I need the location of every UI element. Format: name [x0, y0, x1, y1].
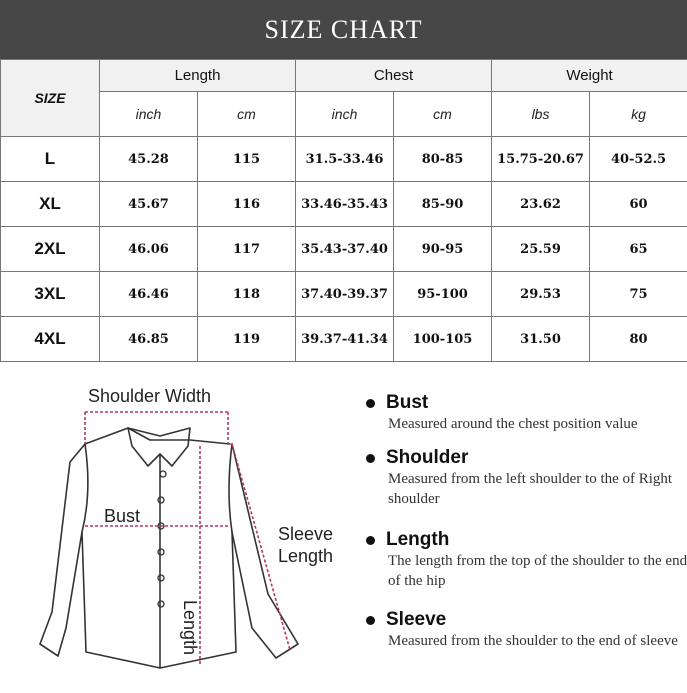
- length-group-header: Length: [100, 60, 296, 92]
- table-row: [1, 272, 687, 317]
- table-cell: 37.40-39.37: [296, 272, 394, 317]
- sleeve-length-label: Length: [278, 546, 334, 566]
- unit-header: inch: [296, 92, 394, 137]
- button-icon: [158, 575, 164, 581]
- table-cell: 80: [590, 317, 687, 362]
- table-cell: 25.59: [492, 227, 590, 272]
- table-cell: 60: [590, 182, 687, 227]
- size-column-header: SIZE: [1, 60, 100, 137]
- table-cell: 15.75-20.67: [492, 137, 590, 182]
- unit-header: kg: [590, 92, 687, 137]
- size-cell: XL: [1, 182, 100, 227]
- sleeve-label: Sleeve: [278, 524, 334, 544]
- button-icon: [158, 601, 164, 607]
- legend-title: Length: [386, 529, 450, 550]
- weight-group-header: Weight: [492, 60, 687, 92]
- table-cell: 33.46-35.43: [296, 182, 394, 227]
- size-cell: L: [1, 137, 100, 182]
- header-bar: [0, 0, 687, 59]
- table-cell: 118: [198, 272, 296, 317]
- bullet-icon: [366, 616, 375, 625]
- bullet-icon: [366, 399, 375, 408]
- unit-header: cm: [198, 92, 296, 137]
- table-cell: 46.06: [100, 227, 198, 272]
- table-cell: 29.53: [492, 272, 590, 317]
- legend-desc: Measured from the left shoulder to the of Right shoulder: [388, 471, 673, 507]
- table-cell: 80-85: [394, 137, 492, 182]
- table-row: [1, 137, 687, 182]
- table-cell: 35.43-37.40: [296, 227, 394, 272]
- size-cell: 4XL: [1, 317, 100, 362]
- bullet-icon: [366, 536, 375, 545]
- size-cell: 2XL: [1, 227, 100, 272]
- table-row: [1, 182, 687, 227]
- table-cell: 95-100: [394, 272, 492, 317]
- table-cell: 119: [198, 317, 296, 362]
- legend-desc: The length from the top of the shoulder to the end of the hip: [388, 553, 687, 589]
- table-row: [1, 317, 687, 362]
- table-cell: 46.46: [100, 272, 198, 317]
- legend-title: Bust: [386, 392, 429, 413]
- table-cell: 116: [198, 182, 296, 227]
- button-icon: [158, 549, 164, 555]
- table-cell: 31.50: [492, 317, 590, 362]
- table-cell: 40-52.5: [590, 137, 687, 182]
- unit-header: lbs: [492, 92, 590, 137]
- table-cell: 39.37-41.34: [296, 317, 394, 362]
- page-title: SIZE CHART: [264, 14, 423, 44]
- table-cell: 46.85: [100, 317, 198, 362]
- table-cell: 45.28: [100, 137, 198, 182]
- chest-group-header: Chest: [296, 60, 492, 92]
- legend-desc: Measured from the shoulder to the end of sleeve: [388, 633, 678, 649]
- legend-desc: Measured around the chest position value: [388, 416, 638, 432]
- unit-header: inch: [100, 92, 198, 137]
- table-cell: 117: [198, 227, 296, 272]
- table-cell: 100-105: [394, 317, 492, 362]
- table-cell: 45.67: [100, 182, 198, 227]
- table-cell: 23.62: [492, 182, 590, 227]
- table-group-row: [1, 60, 687, 92]
- legend-title: Shoulder: [386, 447, 469, 468]
- button-icon: [160, 471, 166, 477]
- table-unit-row: [1, 92, 687, 137]
- shoulder-width-label: Shoulder Width: [88, 386, 212, 406]
- bullet-icon: [366, 454, 375, 463]
- button-icon: [158, 497, 164, 503]
- shirt-outline: [40, 428, 298, 668]
- table-cell: 115: [198, 137, 296, 182]
- size-cell: 3XL: [1, 272, 100, 317]
- table-cell: 90-95: [394, 227, 492, 272]
- table-row: [1, 227, 687, 272]
- size-table: [0, 59, 687, 362]
- length-label: Length: [180, 600, 200, 656]
- measurement-guide: [0, 362, 687, 693]
- table-cell: 65: [590, 227, 687, 272]
- bust-label: Bust: [104, 506, 141, 526]
- legend-title: Sleeve: [386, 609, 447, 630]
- table-cell: 85-90: [394, 182, 492, 227]
- unit-header: cm: [394, 92, 492, 137]
- table-cell: 75: [590, 272, 687, 317]
- table-cell: 31.5-33.46: [296, 137, 394, 182]
